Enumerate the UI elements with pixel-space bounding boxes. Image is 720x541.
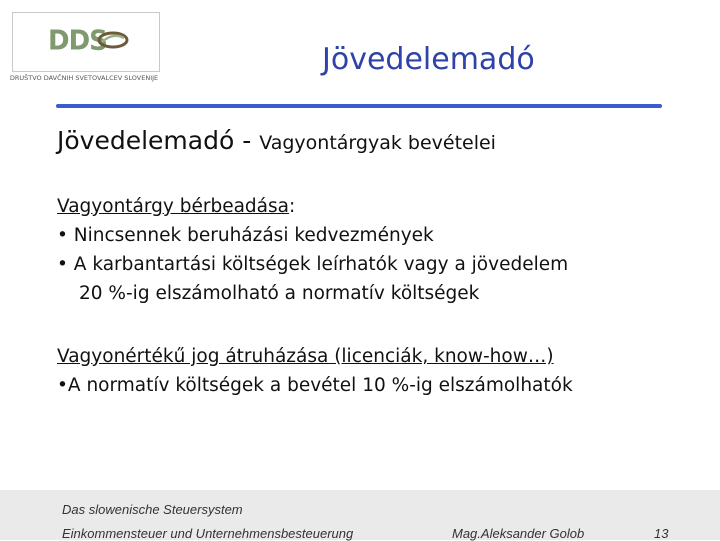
section-rental-colon: : [288,196,296,217]
footer-series-title: Das slowenische Steuersystem [62,502,243,517]
logo-letters: DDS [48,25,107,57]
section-rental [57,192,707,308]
list-item: •A normatív költségek a bevétel 10 %-ig elszámolhatók [57,375,573,396]
logo-swoosh-icon [96,30,130,50]
slide-title: Jövedelemadó [322,42,535,77]
page-number: 13 [654,526,669,541]
section-rights-transfer [57,342,707,400]
section-rights-label: Vagyonértékű jog átruházása (licenciák, know-how…) [57,346,554,367]
list-item: • Nincsennek beruházási kedvezmények [57,225,434,246]
heading-separator: - [234,126,260,155]
list-item: • A karbantartási költségek leírhatók vagy a jövedelem [57,254,569,275]
slide-heading [57,126,496,155]
title-divider [56,104,662,108]
logo-subtitle: DRUŠTVO DAVČNIH SVETOVALCEV SLOVENIJE [9,74,159,82]
section-rental-label: Vagyontárgy bérbeadása [57,196,289,217]
list-item-continuation: 20 %-ig elszámolható a normatív költségek [79,283,480,304]
section-rental-title [57,192,707,221]
slide-footer [0,490,720,540]
heading-subtitle: Vagyontárgyak bevételei [259,132,496,154]
heading-main: Jövedelemadó [57,126,235,155]
dds-logo [8,8,160,90]
section-rights-title [57,342,707,371]
footer-author: Mag.Aleksander Golob [452,526,585,541]
footer-topic: Einkommensteuer und Unternehmensbesteuerung [62,526,354,541]
